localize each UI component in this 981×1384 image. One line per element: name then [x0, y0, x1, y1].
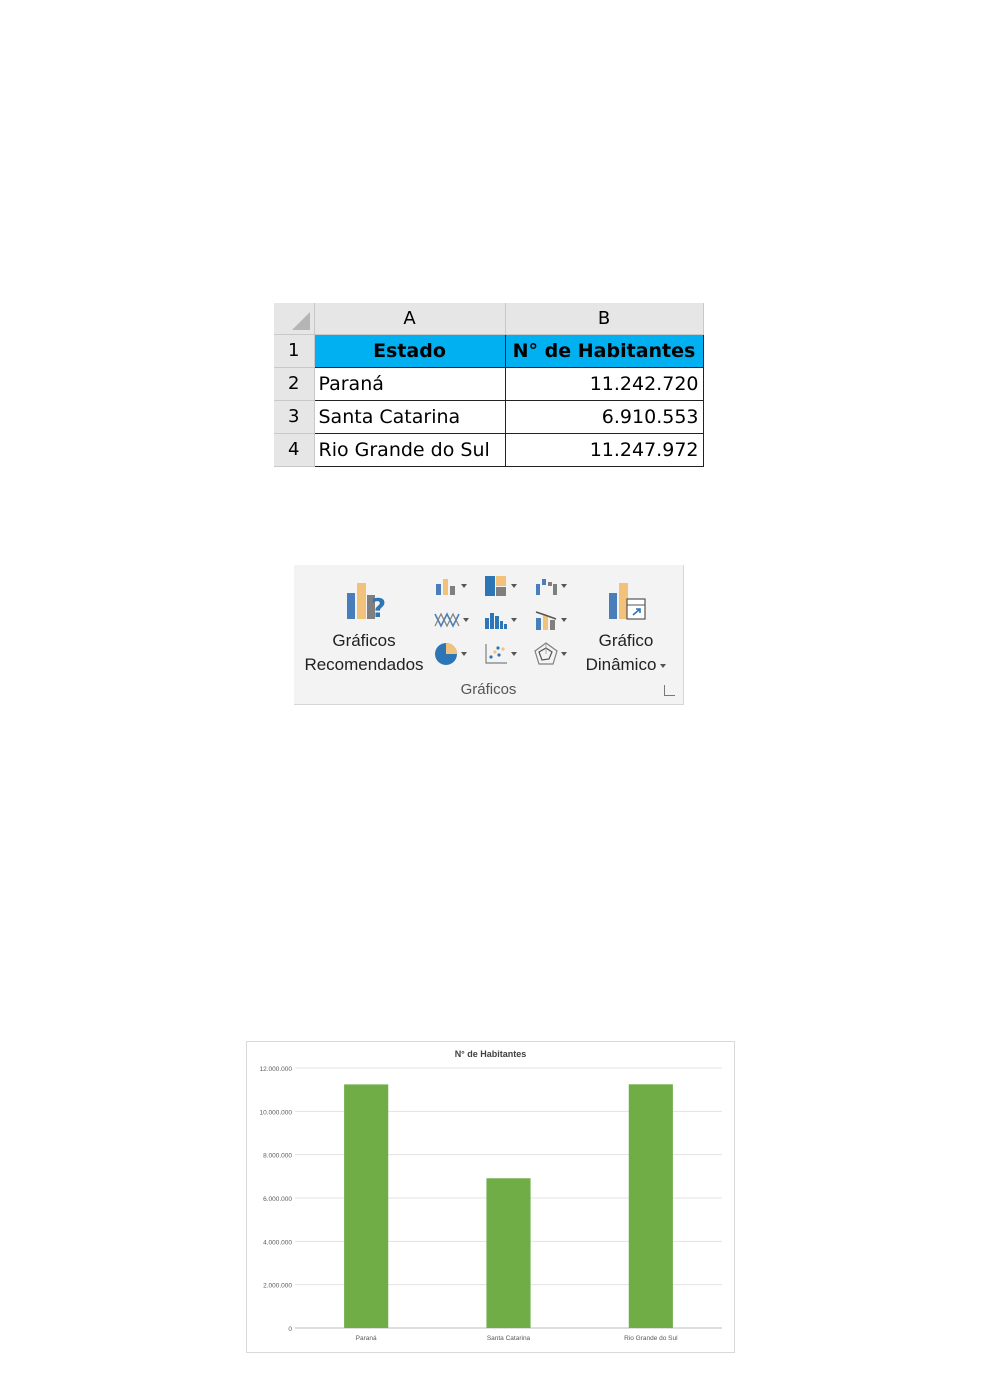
chevron-down-icon [511, 652, 517, 656]
charts-ribbon-group [294, 565, 684, 705]
chevron-down-icon [561, 584, 567, 588]
insert-radar-chart-button[interactable] [534, 639, 578, 669]
chart-title: N° de Habitantes [454, 1049, 527, 1059]
y-tick-label: 10.000.000 [259, 1109, 292, 1117]
chevron-down-icon [561, 652, 567, 656]
recommended-charts-label-1: Gráficos [332, 631, 396, 650]
insert-hierarchy-chart-button[interactable] [484, 571, 528, 601]
cell-a1[interactable]: Estado [314, 334, 505, 367]
chevron-down-icon [511, 584, 517, 588]
y-tick-label: 2.000.000 [263, 1282, 292, 1290]
row-header-3[interactable]: 3 [274, 400, 314, 433]
chevron-down-icon [511, 618, 517, 622]
pie-chart-icon [434, 642, 458, 666]
insert-line-chart-button[interactable] [434, 605, 478, 635]
chevron-down-icon [461, 652, 467, 656]
insert-combo-chart-button[interactable] [534, 605, 578, 635]
pivot-chart-label-1: Gráfico [598, 631, 654, 650]
line-chart-icon [434, 610, 460, 630]
x-tick-label: Santa Catarina [486, 1335, 531, 1342]
scatter-chart-icon [484, 643, 508, 665]
population-bar-chart[interactable] [246, 1041, 735, 1353]
cell-a2[interactable]: Paraná [314, 367, 505, 400]
charts-group-label: Gráficos [460, 681, 517, 698]
cell-b1[interactable]: N° de Habitantes [505, 334, 703, 367]
combo-chart-icon [534, 609, 558, 631]
y-tick-label: 6.000.000 [263, 1196, 292, 1203]
chevron-down-icon [461, 584, 467, 588]
bar [344, 1084, 388, 1328]
insert-scatter-chart-button[interactable] [484, 639, 528, 669]
x-tick-label: Rio Grande do Sul [624, 1335, 678, 1342]
column-chart-icon [434, 576, 458, 596]
recommended-charts-icon [341, 579, 387, 625]
hierarchy-chart-icon [484, 575, 508, 597]
chart-canvas [247, 1042, 734, 1352]
insert-statistic-chart-button[interactable] [484, 605, 528, 635]
cell-b4[interactable]: 11.247.972 [505, 433, 703, 466]
row-header-1[interactable]: 1 [274, 334, 314, 367]
chevron-down-icon [660, 664, 666, 668]
pivot-chart-icon [603, 579, 649, 625]
spreadsheet-table [274, 303, 704, 467]
cell-b3[interactable]: 6.910.553 [505, 400, 703, 433]
pivot-chart-button[interactable] [578, 579, 674, 677]
pivot-chart-label-2 [578, 653, 674, 677]
select-all-corner[interactable] [274, 303, 314, 334]
bar [486, 1178, 530, 1328]
dialog-launcher-icon[interactable] [664, 685, 675, 696]
insert-pie-chart-button[interactable] [434, 639, 478, 669]
svg-text:?: ? [371, 594, 387, 624]
x-tick-label: Paraná [355, 1335, 377, 1342]
insert-column-chart-button[interactable] [434, 571, 478, 601]
waterfall-chart-icon [534, 576, 558, 596]
column-header-b[interactable]: B [505, 303, 703, 334]
recommended-charts-button[interactable] [300, 579, 428, 677]
chevron-down-icon [561, 618, 567, 622]
statistic-chart-icon [484, 610, 508, 630]
y-tick-label: 4.000.000 [263, 1239, 292, 1247]
radar-chart-icon [534, 642, 558, 666]
y-tick-label: 8.000.000 [263, 1152, 292, 1160]
row-header-4[interactable]: 4 [274, 433, 314, 466]
pivot-chart-label-2-text: Dinâmico [585, 655, 657, 674]
cell-a3[interactable]: Santa Catarina [314, 400, 505, 433]
cell-a4[interactable]: Rio Grande do Sul [314, 433, 505, 466]
cell-b2[interactable]: 11.242.720 [505, 367, 703, 400]
recommended-charts-label-2: Recomendados [304, 655, 424, 674]
column-header-a[interactable]: A [314, 303, 505, 334]
bar [629, 1084, 673, 1328]
y-tick-label: 0 [288, 1326, 292, 1333]
row-header-2[interactable]: 2 [274, 367, 314, 400]
chevron-down-icon [463, 618, 469, 622]
insert-waterfall-chart-button[interactable] [534, 571, 578, 601]
y-tick-label: 12.000.000 [259, 1066, 292, 1073]
